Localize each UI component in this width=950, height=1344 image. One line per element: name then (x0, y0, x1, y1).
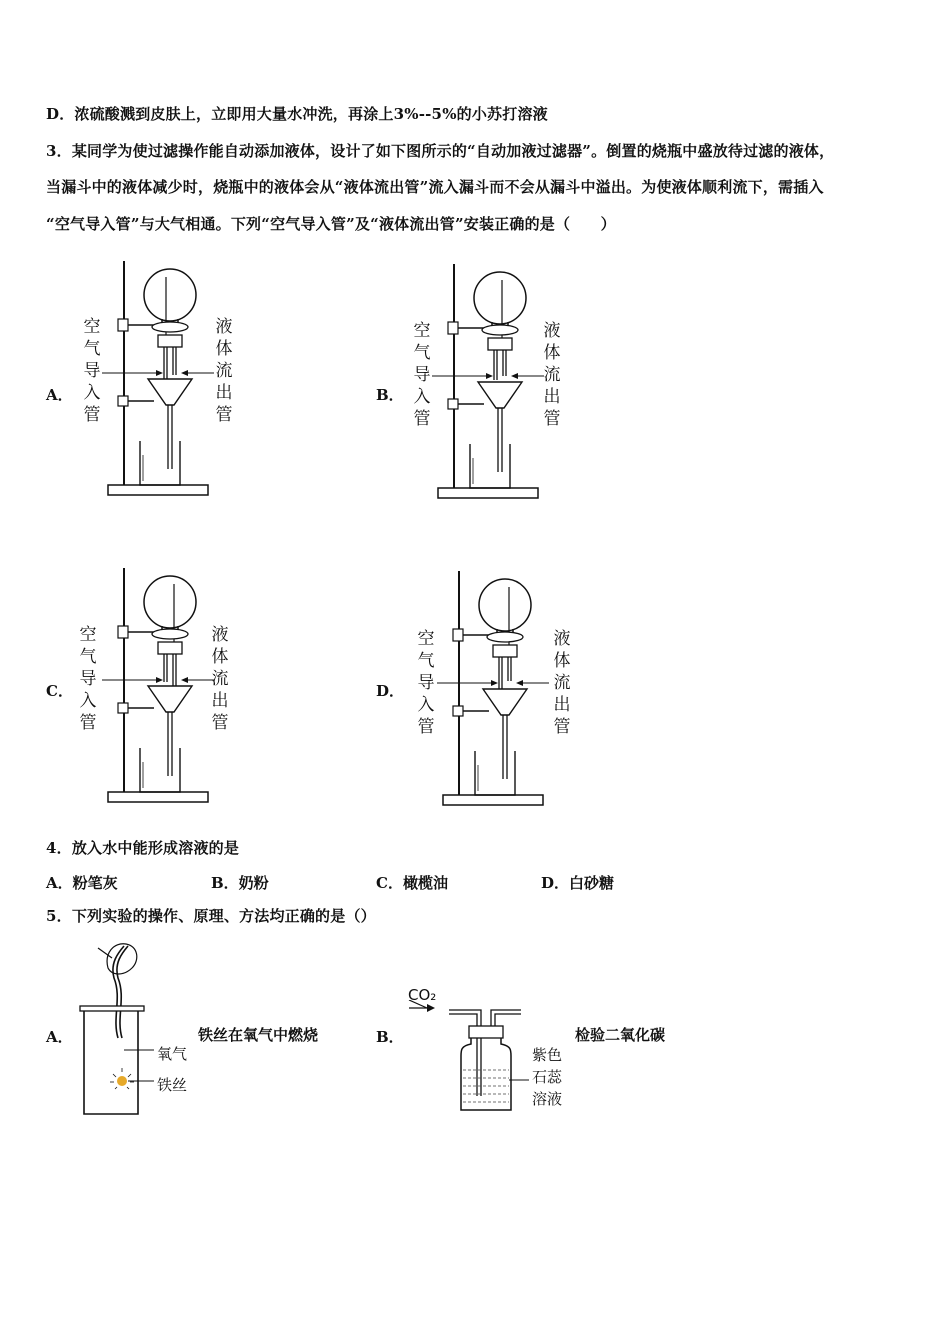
q3-label-b: B． (376, 386, 404, 404)
q5-stem: 5．下列实验的操作、原理、方法均正确的是（） (46, 907, 376, 925)
q3-stem-line2: 当漏斗中的液体减少时，烧瓶中的液体会从“液体流出管”流入漏斗而不会从漏斗中溢出。为使液体顺利流下，需插入 (46, 178, 824, 196)
apparatus-figure-b (430, 258, 550, 503)
litmus-label-line2: 石蕊 (532, 1068, 563, 1086)
q3-label-c: C． (46, 682, 73, 700)
liquid-tube-label-d: 液体流出管 (553, 629, 571, 737)
iron-burning-figure (78, 938, 158, 1123)
air-tube-label-d: 空气导入管 (417, 629, 435, 737)
liquid-tube-label-c: 液体流出管 (211, 625, 229, 733)
apparatus-figure-c (100, 562, 220, 807)
oxygen-label: 氧气 (157, 1045, 188, 1063)
q4-option-b: B．奶粉 (211, 874, 269, 892)
q2-option-d: D．浓硫酸溅到皮肤上，立即用大量水冲洗，再涂上3%--5%的小苏打溶液 (46, 105, 548, 123)
air-tube-label-a: 空气导入管 (83, 317, 101, 425)
q5-label-a: A． (46, 1028, 73, 1046)
q4-stem: 4．放入水中能形成溶液的是 (46, 839, 240, 857)
q3-label-a: A． (46, 386, 73, 404)
liquid-tube-label-b: 液体流出管 (543, 321, 561, 429)
q4-option-a: A．粉笔灰 (46, 874, 118, 892)
air-tube-label-b: 空气导入管 (413, 321, 431, 429)
litmus-label-line1: 紫色 (532, 1046, 563, 1064)
q3-stem-line3: “空气导入管”与大气相通。下列“空气导入管”及“液体流出管”安装正确的是（ ） (46, 215, 616, 233)
apparatus-figure-d (435, 565, 555, 810)
q3-label-d: D． (376, 682, 405, 700)
q5-caption-a: 铁丝在氧气中燃烧 (198, 1026, 319, 1044)
co2-label: CO₂ (408, 986, 437, 1004)
litmus-label (532, 1044, 562, 1110)
q4-option-c: C．橄榄油 (376, 874, 448, 892)
q5-caption-b: 检验二氧化碳 (575, 1026, 666, 1044)
q4-option-d: D．白砂糖 (541, 874, 615, 892)
liquid-tube-label-a: 液体流出管 (215, 317, 233, 425)
apparatus-figure-a (100, 255, 220, 500)
q5-label-b: B． (376, 1028, 404, 1046)
litmus-label-line3: 溶液 (532, 1090, 563, 1108)
air-tube-label-c: 空气导入管 (79, 625, 97, 733)
q3-stem-line1: 3．某同学为使过滤操作能自动添加液体，设计了如下图所示的“自动加液过滤器”。倒置的烧瓶中盛放待过滤的液体， (46, 142, 835, 160)
iron-wire-label: 铁丝 (157, 1076, 188, 1094)
